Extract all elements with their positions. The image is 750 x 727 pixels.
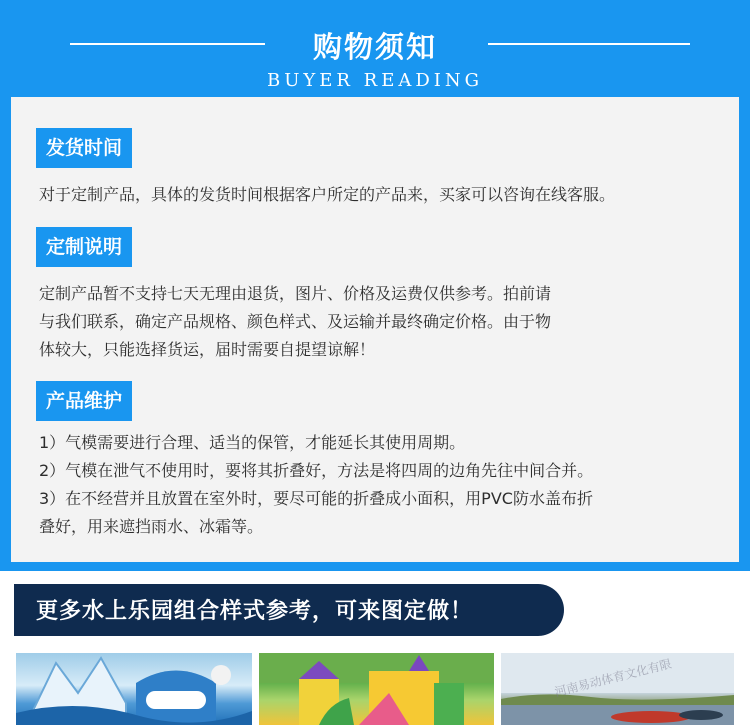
section-text-maintenance xyxy=(39,429,729,541)
banner-text: 更多水上乐园组合样式参考，可来图定做！ xyxy=(36,599,474,624)
text-line: 对于定制产品，具体的发货时间根据客户所定的产品来，买家可以咨询在线客服。 xyxy=(39,185,616,204)
lake-park-photo[interactable] xyxy=(499,651,736,727)
text-line: 体较大，只能选择货运，届时需要自提望谅解！ xyxy=(39,340,376,359)
inflatable-castle-photo[interactable] xyxy=(257,651,496,727)
water-park-illustration xyxy=(16,653,252,725)
section-title-shipping: 发货时间 xyxy=(36,128,132,168)
text-line: 定制产品暂不支持七天无理由退货，图片、价格及运费仅供参考。拍前请 xyxy=(39,284,552,303)
section-text-customization xyxy=(39,280,729,364)
section-title-customization: 定制说明 xyxy=(36,227,132,267)
lake-park-illustration xyxy=(501,653,734,725)
text-line: 叠好，用来遮挡雨水、冰霜等。 xyxy=(39,517,264,536)
text-line: 3）在不经营并且放置在室外时，要尽可能的折叠成小面积，用PVC防水盖布折 xyxy=(39,489,593,508)
notice-subtitle: BUYER READING xyxy=(266,70,484,91)
text-line: 与我们联系，确定产品规格、颜色样式、及运输并最终确定价格。由于物 xyxy=(39,312,552,331)
text-line: 1）气模需要进行合理、适当的保管，才能延长其使用周期。 xyxy=(39,433,466,452)
notice-title: 购物须知 xyxy=(312,30,437,64)
text-line: 2）气模在泄气不使用时，要将其折叠好，方法是将四周的边角先往中间合并。 xyxy=(39,461,594,480)
section-text-shipping xyxy=(39,181,729,209)
inflatable-castle-illustration xyxy=(259,653,494,725)
section-title-maintenance: 产品维护 xyxy=(36,381,132,421)
more-styles-banner xyxy=(14,584,564,636)
photo-watermark: 河南易动体育文化有限 xyxy=(553,656,674,700)
water-park-photo[interactable] xyxy=(14,651,254,727)
